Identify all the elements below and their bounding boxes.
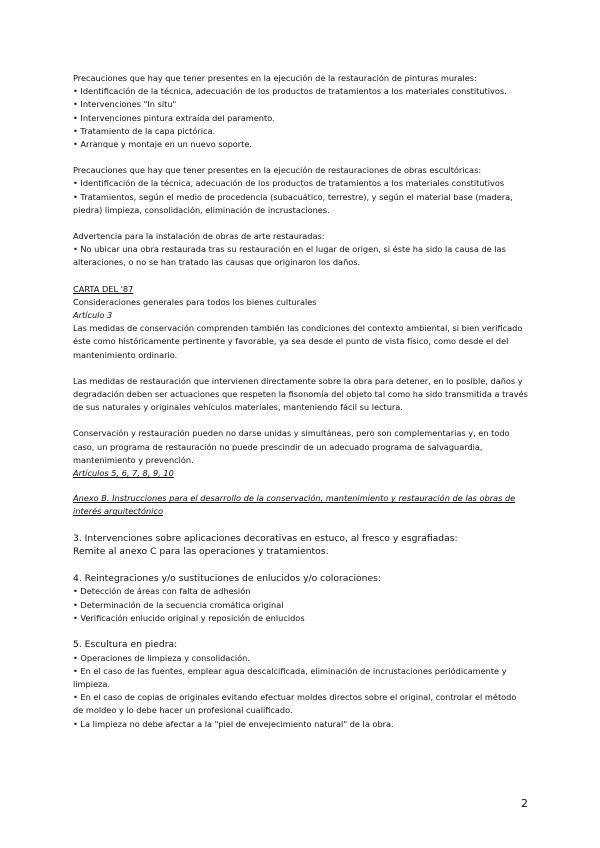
list-item: • En el caso de copias de originales evitando efectuar moldes directos sobre el original, controlar el método de moldeo y lo debe hacer un profesional cualificado. xyxy=(73,692,517,716)
list-item: • La limpieza no debe afectar a la "piel de envejecimiento natural" de la obra. xyxy=(73,718,394,729)
carta-subtitle: Consideraciones generales para todos los bienes culturales xyxy=(73,296,317,307)
page-number: 2 xyxy=(521,797,528,810)
carta-title: CARTA DEL '87 xyxy=(73,283,134,294)
section-item4 xyxy=(73,572,529,625)
list-item: • Operaciones de limpieza y consolidación. xyxy=(73,652,250,663)
section-heading: Precauciones que hay que tener presentes en la ejecución de restauraciones de obras escultóricas: xyxy=(73,165,482,176)
list-item: • Tratamiento de la capa pictórica. xyxy=(73,125,216,136)
articulos-label: Artículos 5, 6, 7, 8, 9, 10 xyxy=(73,468,174,479)
list-item: • Tratamientos, según el medio de procedencia (subacuático, terrestre), y según el material base (madera, piedra) limpieza, consolidación, eliminación de incrustaciones. xyxy=(73,191,513,215)
section-heading: 5. Escultura en piedra: xyxy=(73,639,178,651)
section-heading: Advertencia para la instalación de obras de arte restauradas: xyxy=(73,231,325,242)
section-anexo xyxy=(73,492,529,518)
section-item3 xyxy=(73,532,529,559)
anexo-title: Anexo B. Instrucciones para el desarrollo de la conservación, mantenimiento y restauración de las obras de interés arquitectónico xyxy=(73,493,516,517)
list-item: • Identificación de la técnica, adecuación de los productos de tratamientos a los materiales constitutivos xyxy=(73,178,505,189)
section-advertencia xyxy=(73,230,529,270)
list-item: • No ubicar una obra restaurada tras su restauración en el lugar de origen, si éste ha sido la causa de las alteraciones, o no se han tratado las causas que originaron los daños. xyxy=(73,244,506,268)
paragraph: Remite al anexo C para las operaciones y tratamientos. xyxy=(73,546,329,558)
document-page xyxy=(73,72,529,731)
list-item: • Intervenciones pintura extraída del paramento. xyxy=(73,112,275,123)
section-carta xyxy=(73,283,529,481)
paragraph: Las medidas de conservación comprenden también las condiciones del contexto ambiental, si bien verificado éste como históricamente pertinente y favorable, ya sea desde el punto de vista físico, como desde el del mantenimiento ordinario. xyxy=(73,323,523,360)
articulo-label: Artículo 3 xyxy=(73,310,113,321)
section-item5 xyxy=(73,638,529,731)
list-item: • Identificación de la técnica, adecuación de los productos de tratamientos a los materiales constitutivos. xyxy=(73,86,507,97)
paragraph: Las medidas de restauración que intervienen directamente sobre la obra para detener, en lo posible, daños y degradación deben ser actuaciones que respeten la fisonomía del objeto tal como ha sido transmitida a través de sus naturales y originales vehículos materiales, manteniendo fácil su lectura. xyxy=(73,375,528,413)
section-heading: 4. Reintegraciones y/o sustituciones de enlucidos y/o coloraciones: xyxy=(73,572,381,584)
list-item: • Determinación de la secuencia cromática original xyxy=(73,599,284,610)
list-item: • En el caso de las fuentes, emplear agua descalcificada, eliminación de incrustaciones periódicamente y limpieza. xyxy=(73,665,507,690)
list-item: • Arranque y montaje en un nuevo soporte. xyxy=(73,139,252,150)
list-item: • Verificación enlucido original y reposición de enlucidos xyxy=(73,612,305,623)
section-heading: Precauciones que hay que tener presentes en la ejecución de la restauración de pinturas murales: xyxy=(73,73,477,83)
list-item: • Detección de áreas con falta de adhesión xyxy=(73,586,251,597)
section-heading: 3. Intervenciones sobre aplicaciones decorativas en estuco, al fresco y esgrafiadas: xyxy=(73,532,458,544)
list-item: • Intervenciones "In situ" xyxy=(73,99,177,110)
section-escultoricas xyxy=(73,164,529,217)
paragraph: Conservación y restauración pueden no darse unidas y simultáneas, pero son complementarias y, en todo caso, un programa de restauración no puede prescindir de un adecuado programa de salvaguardia, mantenimiento y prevención. xyxy=(73,428,510,465)
section-murales xyxy=(73,72,529,151)
